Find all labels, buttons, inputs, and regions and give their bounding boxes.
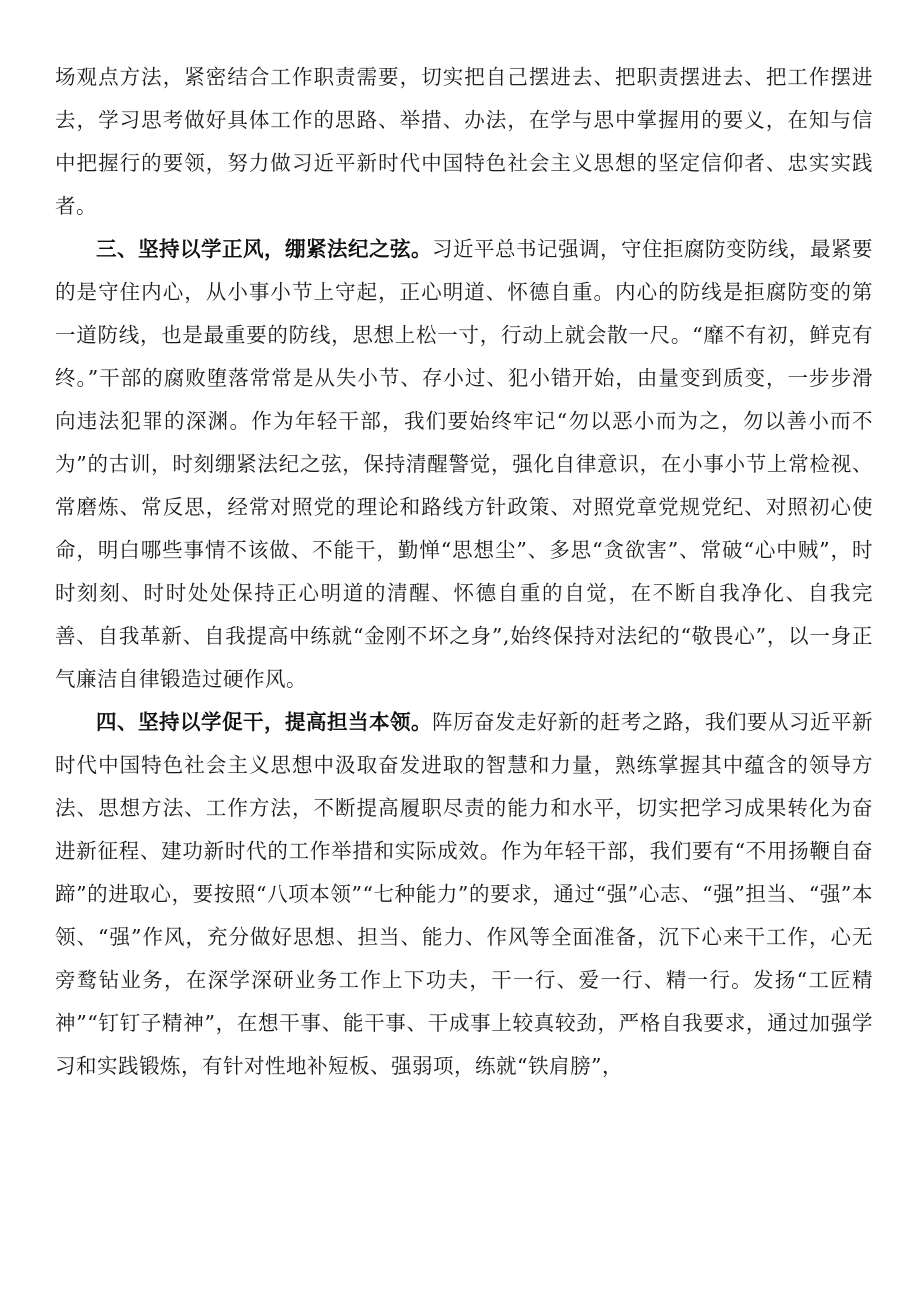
section-heading: 四、坚持以学促干，提高担当本领。 [96, 710, 432, 734]
paragraph-section-three [55, 228, 873, 701]
paragraph-section-four [55, 701, 873, 1088]
paragraph-text: 习近平总书记强调，守住拒腐防变防线，最紧要的是守住内心，从小事小节上守起，正心明道、怀德自重。内心的防线是拒腐防变的第一道防线，也是最重要的防线，思想上松一寸，行动上就会散一尺。“靡不有初，鲜克有终。”干部的腐败堕落常常是从失小节、存小过、犯小错开始，由量变到质变，一步步滑向违法犯罪的深渊。作为年轻干部，我们要始终牢记“勿以恶小而为之，勿以善小而不为”的古训，时刻绷紧法纪之弦，保持清醒警觉，强化自律意识，在小事小节上常检视、常磨炼、常反思，经常对照党的理论和路线方针政策、对照党章党规党纪、对照初心使命，明白哪些事情不该做、不能干，勤惮“思想尘”、多思“贪欲害”、常破“心中贼”，时时刻刻、时时处处保持正心明道的清醒、怀德自重的自觉，在不断自我净化、自我完善、自我革新、自我提高中练就“金刚不坏之身”,始终保持对法纪的“敬畏心”，以一身正气廉洁自律锻造过硬作风。 [55, 237, 873, 691]
paragraph-continuation [55, 56, 873, 228]
paragraph-text: 阵厉奋发走好新的赶考之路，我们要从习近平新时代中国特色社会主义思想中汲取奋发进取的智慧和力量，熟练掌握其中蕴含的领导方法、思想方法、工作方法，不断提高履职尽责的能力和水平，切实把学习成果转化为奋进新征程、建功新时代的工作举措和实际成效。作为年轻干部，我们要有“不用扬鞭自奋蹄”的进取心，要按照“八项本领”“七种能力”的要求，通过“强”心志、“强”担当、“强”本领、“强”作风，充分做好思想、担当、能力、作风等全面准备，沉下心来干工作，心无旁鹜钻业务，在深学深研业务工作上下功夫，干一行、爱一行、精一行。发扬“工匠精神”“钉钉子精神”，在想干事、能干事、干成事上较真较劲，严格自我要求，通过加强学习和实践锻炼，有针对性地补短板、强弱项，练就“铁肩膀”， [55, 710, 873, 1078]
paragraph-text: 场观点方法，紧密结合工作职责需要，切实把自己摆进去、把职责摆进去、把工作摆进去，学习思考做好具体工作的思路、举措、办法，在学与思中掌握用的要义，在知与信中把握行的要领，努力做习近平新时代中国特色社会主义思想的坚定信仰者、忠实实践者。 [55, 65, 873, 218]
document-page [55, 56, 873, 1088]
section-heading: 三、坚持以学正风，绷紧法纪之弦。 [96, 237, 432, 261]
